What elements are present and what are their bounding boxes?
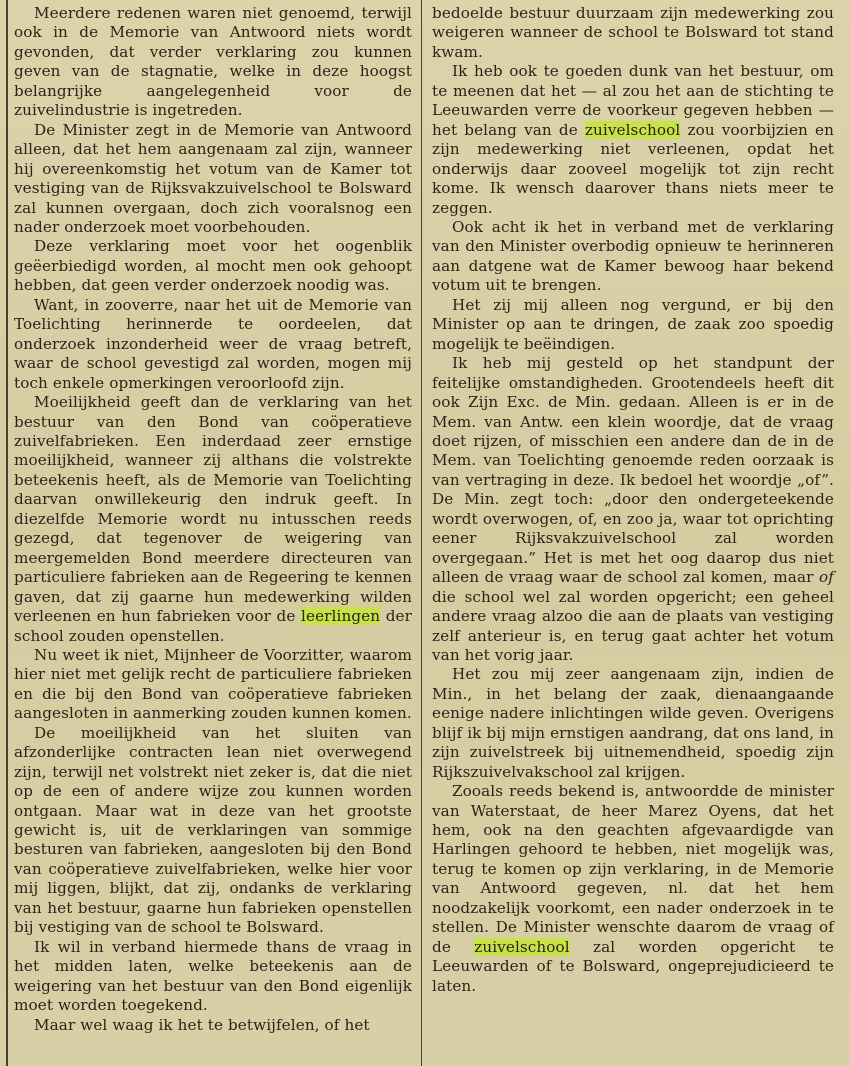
paragraph-text: zal worden opgericht te Leeuwarden of te Bolsward, ongeprejudicieerd te laten. <box>432 937 834 995</box>
paragraph-text: zou voorbijzien en zijn medewerking niet verleenen, opdat het onderwijs daar zooveel mogelijk tot zijn recht kome. Ik wensch daarover thans niets meer te zeggen. <box>432 120 834 217</box>
right-text-column <box>432 4 834 1060</box>
left-border-rule <box>6 0 8 1066</box>
paragraph-text: die school wel zal worden opgericht; een geheel andere vraag alzoo die aan de plaats van vestiging zelf anterieur is, en terug gaat achter het votum van het vorig jaar. <box>432 587 834 664</box>
paragraph-text: der school zouden openstellen. <box>14 607 412 645</box>
paragraph-text: Ik wil in verband hiermede thans de vraag in het midden laten, welke beteekenis aan de weigering van het bestuur van den Bond eigenlijk moet worden toegekend. <box>14 937 412 1015</box>
paragraph <box>432 62 834 218</box>
paragraph-text: Het zou mij zeer aangenaam zijn, indien de Min., in het belang der zaak, dienaangaande eenige nadere inlichtingen wilde geven. Overigens blijf ik bij mijn ernstigen aandrang, dat ons land, in zijn zuivelstreek bij uitnemendheid, spoedig zijn Rijkszuivelvakschool zal krijgen. <box>432 665 834 781</box>
paragraph <box>14 393 412 646</box>
paragraph-text: Want, in zooverre, naar het uit de Memorie van Toelichting herinnerde te oordeelen, dat onderzoek inzonderheid weer de vraag betreft, waar de school gevestigd zal worden, mogen mij toch enkele opmerkingen veroorloofd zijn. <box>14 295 412 392</box>
paragraph <box>14 1016 412 1035</box>
paragraph-text: bedoelde bestuur duurzaam zijn medewerking zou weigeren wanneer de school te Bolsward tot stand kwam. <box>432 4 834 61</box>
paragraph <box>432 4 834 62</box>
paragraph-text: De Minister zegt in de Memorie van Antwoord alleen, dat het hem aangenaam zal zijn, wanneer hij overeenkomstig het votum van de Kamer tot vestiging van de Rijksvakzuivelschool te Bolsward zal kunnen overgaan, doch zich vooralsnog een nader onderzoek moet voorbehouden. <box>14 120 412 236</box>
left-text-column <box>14 4 412 1060</box>
paragraph <box>14 4 412 121</box>
paragraph <box>14 646 412 724</box>
paragraph <box>14 237 412 295</box>
highlighted-term: zuivelschool <box>474 937 570 956</box>
emphasized-word: of <box>819 568 834 587</box>
paragraph <box>14 724 412 938</box>
paragraph-text: De moeilijkheid van het sluiten van afzonderlijke contracten lean niet overwegend zijn, terwijl net volstrekt niet zeker is, dat die niet op de een of andere wijze zou kunnen worden ontgaan. Maar wat in deze van het grootste gewicht is, uit de verklaringen van sommige besturen van fabrieken, aangesloten bij den Bond van coöperatieve zuivelfabrieken, welke hier voor mij liggen, blijkt, dat zij, ondanks de verklaring van het bestuur, gaarne hun fabrieken openstellen bij vestiging van de school te Bolsward. <box>14 723 412 937</box>
paragraph <box>14 938 412 1016</box>
column-divider <box>421 0 422 1066</box>
paragraph-text: Deze verklaring moet voor het oogenblik geëerbiedigd worden, al mocht men ook gehoopt hebben, dat geen verder onderzoek noodig was. <box>14 237 412 295</box>
paragraph <box>432 354 834 665</box>
paragraph-text: Ik heb mij gesteld op het standpunt der feitelijke omstandigheden. Grootendeels heeft dit ook Zijn Exc. de Min. gedaan. Alleen is er in de Mem. van Antw. een klein woordje, dat de vraag doet rijzen, of misschien een andere dan de in de Mem. van Toelichting genoemde reden oorzaak is van vertraging in deze. Ik bedoel het woordje „of”. De Min. zegt toch: „door den ondergeteekende wordt overwogen, of, en zoo ja, waar tot oprichting eener Rijksvakzuivelschool zal worden overgegaan.” Het is met het oog daarop dus niet alleen de vraag waar de school zal komen, maar <box>432 354 834 587</box>
paragraph <box>432 296 834 354</box>
highlighted-term: leerlingen <box>301 607 381 626</box>
paragraph <box>432 218 834 296</box>
paragraph <box>14 121 412 238</box>
paragraph <box>14 296 412 393</box>
paragraph-text: Ik heb ook te goeden dunk van het bestuur, om te meenen dat het — al zou het aan de stichting te Leeuwarden verre de voorkeur gegeven hebben — het belang van de <box>432 62 834 139</box>
paragraph <box>432 665 834 782</box>
paragraph-text: Ook acht ik het in verband met de verklaring van den Minister overbodig opnieuw te herinneren aan datgene wat de Kamer bewoog haar bekend votum uit te brengen. <box>432 217 834 295</box>
highlighted-term: zuivelschool <box>584 120 681 139</box>
paragraph-text: Meerdere redenen waren niet genoemd, terwijl ook in de Memorie van Antwoord niets wordt gevonden, dat verder verklaring zou kunnen geven van de stagnatie, welke in deze hoogst belangrijke aangelegenheid voor de zuivelindustrie is ingetreden. <box>14 4 412 120</box>
paragraph-text: Moeilijkheid geeft dan de verklaring van het bestuur van den Bond van coöperatieve zuivelfabrieken. Een inderdaad zeer ernstige moeilijkheid, wanneer zij althans die volstrekte beteekenis heeft, als de Memorie van Toelichting daarvan onwillekeurig den indruk geeft. In diezelfde Memorie wordt nu intusschen reeds gezegd, dat tegenover de weigering van meergemelden Bond meerdere directeuren van particuliere fabrieken aan de Regeering te kennen gaven, dat zij gaarne hun medewerking wilden verleenen en hun fabrieken voor de <box>14 393 412 626</box>
paragraph-text: Het zij mij alleen nog vergund, er bij den Minister op aan te dringen, de zaak zoo spoedig mogelijk te beëindigen. <box>432 295 834 353</box>
paragraph <box>432 782 834 996</box>
paragraph-text: Nu weet ik niet, Mijnheer de Voorzitter, waarom hier niet met gelijk recht de particuliere fabrieken en die bij den Bond van coöperatieve fabrieken aangesloten in aanmerking zouden kunnen komen. <box>14 645 412 723</box>
paragraph-text: Zooals reeds bekend is, antwoordde de minister van Waterstaat, de heer Marez Oyens, dat het hem, ook na den geachten afgevaardigde van Harlingen gehoord te hebben, niet mogelijk was, terug te komen op zijn verklaring, in de Memorie van Antwoord gegeven, nl. dat het hem noodzakelijk voorkomt, een nader onderzoek in te stellen. De Minister wenschte daarom de vraag of de <box>432 782 834 956</box>
paragraph-text: Maar wel waag ik het te betwijfelen, of het <box>34 1015 370 1034</box>
